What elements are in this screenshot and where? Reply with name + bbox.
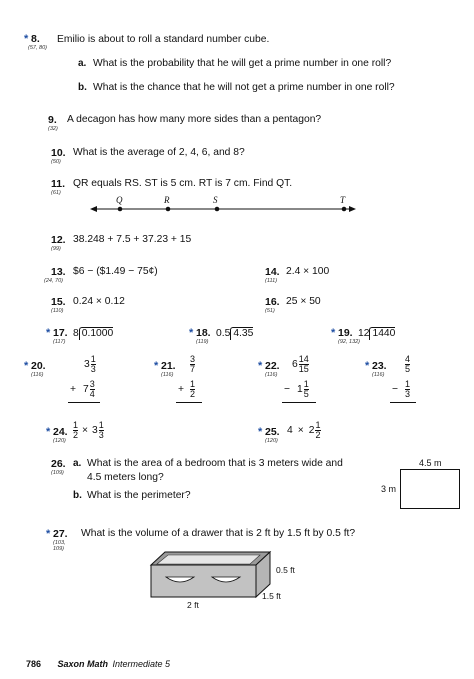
- problem-text: 2.4 × 100: [286, 266, 330, 277]
- star-marker: *: [24, 33, 29, 45]
- lesson-ref: (116): [265, 372, 278, 378]
- problem-number: 25.: [265, 426, 280, 438]
- lesson-ref: (116): [161, 372, 174, 378]
- page-footer: [26, 654, 170, 672]
- divisor: 0.5: [216, 328, 231, 339]
- point-t: [342, 207, 347, 212]
- star-marker: *: [46, 426, 51, 438]
- rect-length-label: 4.5 m: [419, 458, 442, 468]
- lesson-ref: (116): [372, 372, 385, 378]
- part-label: a.: [73, 458, 82, 469]
- divisor: 12: [358, 328, 370, 339]
- divisor: 8: [73, 328, 79, 339]
- drawer-depth-label: 1.5 ft: [262, 591, 281, 601]
- operator: +: [178, 384, 185, 395]
- star-marker: *: [365, 360, 370, 372]
- problem-number: 11.: [51, 178, 66, 190]
- book-subtitle: Intermediate 5: [112, 659, 170, 669]
- problem-number: 27.: [53, 528, 68, 540]
- star-marker: *: [24, 360, 29, 372]
- point-q: [118, 207, 123, 212]
- star-marker: *: [46, 327, 51, 339]
- problem-number: 14.: [265, 266, 280, 278]
- problem-number: 22.: [265, 360, 280, 372]
- point-s: [215, 207, 220, 212]
- problem-number: 17.: [53, 327, 68, 339]
- problem-number: 8.: [31, 33, 40, 45]
- problem-number: 10.: [51, 147, 66, 159]
- operator: −: [392, 384, 399, 395]
- problem-text: What is the average of 2, 4, 6, and 8?: [73, 147, 245, 158]
- problem-number: 24.: [53, 426, 68, 438]
- mixed-number: 6 $\frac{14}{15}$: [292, 354, 309, 374]
- rect-width-label: 3 m: [381, 484, 397, 494]
- drawer-diagram: [148, 550, 272, 600]
- sum-line: [176, 402, 202, 403]
- expression: 4 × 2 $\frac{1}{2}$: [287, 420, 321, 440]
- long-division: [73, 327, 113, 340]
- problem-number: 19.: [338, 327, 353, 339]
- lesson-ref: (99): [51, 246, 61, 252]
- lesson-ref: (117): [53, 339, 66, 345]
- star-marker: *: [258, 426, 263, 438]
- problem-text: 38.248 + 7.5 + 37.23 + 15: [73, 234, 192, 245]
- star-marker: *: [154, 360, 159, 372]
- dividend: 4.35: [230, 327, 253, 340]
- sum-line: [390, 402, 416, 403]
- problem-number: 23.: [372, 360, 387, 372]
- star-marker: *: [258, 360, 263, 372]
- problem-text: Emilio is about to roll a standard number cube.: [57, 34, 270, 45]
- drawer-height-label: 0.5 ft: [276, 565, 295, 575]
- fraction: $\frac{1}{2}$: [315, 420, 321, 440]
- star-marker: *: [189, 327, 194, 339]
- dividend: 0.1000: [79, 327, 114, 340]
- lesson-ref: (120): [53, 438, 66, 444]
- problem-number: 12.: [51, 234, 66, 246]
- lesson-ref: (116): [31, 372, 44, 378]
- problem-number: 18.: [196, 327, 211, 339]
- label-s: S: [213, 195, 218, 205]
- problem-number: 15.: [51, 296, 66, 308]
- problem-number: 16.: [265, 296, 280, 308]
- lesson-ref: (120): [265, 438, 278, 444]
- long-division: [216, 327, 253, 340]
- drawer-width-label: 2 ft: [187, 600, 199, 610]
- fraction: $\frac{1}{3}$: [98, 420, 104, 440]
- lesson-ref: (32): [48, 126, 58, 132]
- part-text: What is the chance that he will not get a prime number in one roll?: [93, 82, 395, 93]
- problem-text: 0.24 × 0.12: [73, 296, 125, 307]
- problem-text: $6 − ($1.49 − 75¢): [73, 266, 158, 277]
- problem-number: 13.: [51, 266, 66, 278]
- problem-text: What is the volume of a drawer that is 2 ft by 1.5 ft by 0.5 ft?: [81, 528, 356, 539]
- lesson-ref: (24, 70): [44, 278, 63, 284]
- fraction: 4 5: [405, 354, 411, 374]
- part-label: a.: [78, 58, 87, 69]
- mixed-number: − 1 $\frac{1}{5}$: [284, 379, 309, 399]
- mixed-number: + 7 $\frac{3}{4}$: [70, 379, 95, 399]
- lesson-ref: (61): [51, 190, 61, 196]
- part-text: What is the area of a bedroom that is 3 meters wide and: [87, 458, 343, 469]
- fraction: $\frac{14}{15}$: [298, 354, 309, 374]
- problem-number: 20.: [31, 360, 46, 372]
- lesson-ref: (111): [265, 278, 278, 284]
- lesson-ref: (50): [51, 159, 61, 165]
- part-text: 4.5 meters long?: [87, 472, 164, 483]
- lesson-ref: (57, 80): [28, 45, 47, 51]
- page-number: 786: [26, 659, 42, 669]
- lesson-ref: (119): [196, 339, 209, 345]
- expression: $\frac{1}{2}$ × 3 $\frac{1}{3}$: [73, 420, 104, 440]
- fraction: $\frac{3}{4}$: [89, 379, 95, 399]
- lesson-ref: (51): [265, 308, 275, 314]
- problem-text: QR equals RS. ST is 5 cm. RT is 7 cm. Find QT.: [73, 178, 293, 189]
- label-q: Q: [116, 195, 123, 205]
- star-marker: *: [46, 528, 51, 540]
- problem-number: 21.: [161, 360, 176, 372]
- fraction: 1 3: [405, 379, 411, 399]
- fraction: 3 7: [190, 354, 196, 374]
- book-title: Saxon Math: [57, 659, 108, 669]
- long-division: [358, 327, 395, 340]
- sum-line: [282, 402, 316, 403]
- room-rectangle: [400, 469, 460, 509]
- part-label: b.: [78, 82, 87, 93]
- problem-text: 25 × 50: [286, 296, 321, 307]
- lesson-ref: (109): [51, 470, 64, 476]
- problem-number: 26.: [51, 458, 66, 470]
- dividend: 1440: [369, 327, 395, 340]
- lesson-ref: (110): [51, 308, 64, 314]
- number-line-diagram: [90, 194, 360, 218]
- star-marker: *: [331, 327, 336, 339]
- point-r: [166, 207, 171, 212]
- problem-number: 9.: [48, 114, 57, 126]
- part-text: What is the probability that he will get a prime number in one roll?: [93, 58, 392, 69]
- fraction: $\frac{1}{3}$: [90, 354, 96, 374]
- part-label: b.: [73, 490, 82, 501]
- label-r: R: [164, 195, 170, 205]
- fraction: $\frac{1}{2}$: [73, 420, 79, 440]
- sum-line: [68, 402, 100, 403]
- lesson-ref: (92, 132): [338, 339, 361, 345]
- fraction: 1 2: [190, 379, 196, 399]
- problem-text: A decagon has how many more sides than a pentagon?: [67, 114, 322, 125]
- mixed-number: 3 $\frac{1}{3}$: [84, 354, 96, 374]
- part-text: What is the perimeter?: [87, 490, 191, 501]
- lesson-ref: (103, 109): [53, 540, 66, 552]
- label-t: T: [340, 195, 346, 205]
- fraction: $\frac{1}{5}$: [303, 379, 309, 399]
